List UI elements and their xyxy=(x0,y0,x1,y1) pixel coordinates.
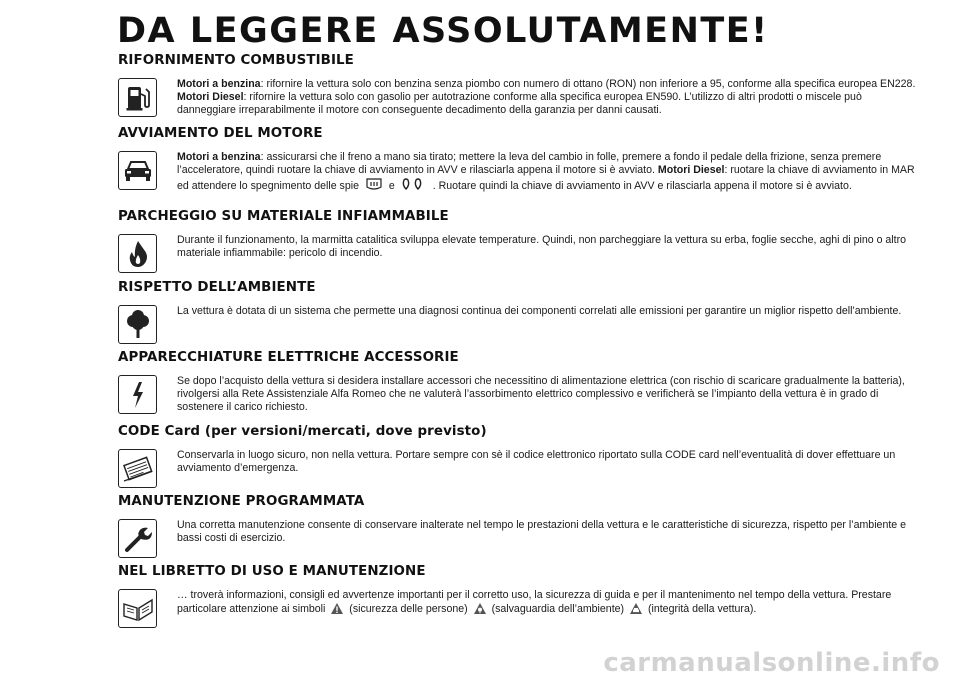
section-text: La vettura è dotata di un sistema che permette una diagnosi continua dei componenti correlati alle emissioni per garantire un miglior rispetto dell’ambiente. xyxy=(177,305,902,317)
section-heading: MANUTENZIONE PROGRAMMATA xyxy=(118,494,365,509)
preheat-warning-icon xyxy=(400,177,428,196)
section-heading: RISPETTO DELL’AMBIENTE xyxy=(118,280,316,295)
wrench-icon xyxy=(118,519,157,558)
section-heading: CODE Card (per versioni/mercati, dove previsto) xyxy=(118,424,487,439)
section-heading: NEL LIBRETTO DI USO E MANUTENZIONE xyxy=(118,564,426,579)
warning-environment-icon xyxy=(473,602,487,619)
car-front-icon xyxy=(118,151,157,190)
section-text: Se dopo l’acquisto della vettura si desidera installare accessori che necessitino di alimentazione elettrica (con rischio di scaricare gradualmente la batteria), rivolgersi alla Rete Assistenziale Alfa Romeo che ne valuterà l’assorbimento elettrico complessivo e verificherà se l’impianto della vettura è in grado di sostenere il carico richiesto. xyxy=(177,375,905,413)
section-text: Motori a benzina: rifornire la vettura solo con benzina senza piombo con numero di ottano (RON) non inferiore a 95, conforme alla specifica europea EN228. Motori Diesel: rifornire la vettura solo con gasolio per autotrazione conforme alla specifica europea EN590. L’utilizzo di altri prodotti o miscele può danneggiare irreparabilmente il motore con conseguente decadimento della garanzia per danni causati. xyxy=(177,78,916,116)
section-text: Durante il funzionamento, la marmitta catalitica sviluppa elevate temperature. Quindi, non parcheggiare la vettura su erba, foglie secche, aghi di pino o altro materiale infiammabile: pericolo di incendio. xyxy=(177,234,907,259)
section-engine-start xyxy=(118,126,918,195)
section-maintenance xyxy=(118,494,918,545)
section-text: Motori a benzina: assicurarsi che il freno a mano sia tirato; mettere la leva del cambio in folle, premere a fondo il pedale della frizione, senza premere l’acceleratore, quindi ruotare la chiave di avviamento in AVV e rilasciarla appena il motore si è avviato. Motori Diesel: ruotare la chiave di avviamento in MAR ed attendere lo spegnimento delle spie e . Ruotare quindi la chiave di avviamento in AVV e rilasciarla appena il motore si è avviato. xyxy=(177,151,918,195)
section-heading: PARCHEGGIO SU MATERIALE INFIAMMABILE xyxy=(118,209,449,224)
watermark: carmanualsonline.info xyxy=(603,648,940,678)
section-heading: APPARECCHIATURE ELETTRICHE ACCESSORIE xyxy=(118,350,459,365)
section-owner-manual xyxy=(118,564,918,619)
open-book-icon xyxy=(118,589,157,628)
page-title: DA LEGGERE ASSOLUTAMENTE! xyxy=(117,11,769,51)
section-text: Una corretta manutenzione consente di conservare inalterate nel tempo le prestazioni della vettura e le caratteristiche di sicurezza, rispetto per l’ambiente e bassi costi di esercizio. xyxy=(177,519,907,544)
section-electrical xyxy=(118,350,918,413)
section-code-card xyxy=(118,424,918,475)
lightning-icon xyxy=(118,375,157,414)
flame-icon xyxy=(118,234,157,273)
section-heading: RIFORNIMENTO COMBUSTIBILE xyxy=(118,53,354,68)
section-parking xyxy=(118,209,918,260)
glow-plug-warning-icon xyxy=(364,177,384,196)
section-text: … troverà informazioni, consigli ed avvertenze importanti per il corretto uso, la sicurezza di guida e per il mantenimento nel tempo della vettura. Prestare particolare attenzione ai simboli (sicurezza delle persone) (salvaguardia dell’ambiente) (integrità della vettura). xyxy=(177,589,918,619)
fuel-pump-icon xyxy=(118,78,157,117)
warning-people-icon xyxy=(330,602,344,619)
code-card-icon xyxy=(118,449,157,488)
warning-vehicle-icon xyxy=(629,602,643,619)
section-fuel xyxy=(118,53,918,116)
section-environment xyxy=(118,280,918,318)
section-text: Conservarla in luogo sicuro, non nella vettura. Portare sempre con sè il codice elettronico riportato sulla CODE card nell’eventualità di dover effettuare un avviamento d’emergenza. xyxy=(177,449,896,474)
tree-icon xyxy=(118,305,157,344)
section-heading: AVVIAMENTO DEL MOTORE xyxy=(118,126,323,141)
